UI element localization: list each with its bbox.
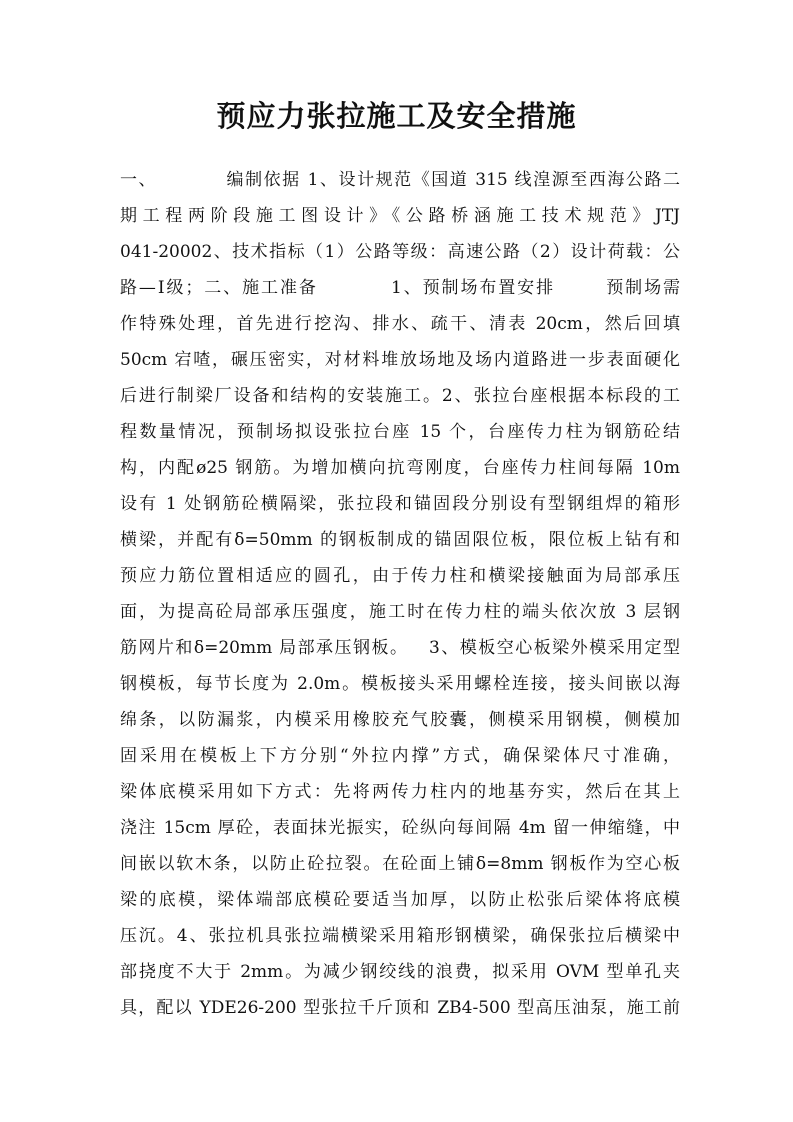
text-line: 筋网片和δ=20mm 局部承压钢板。 3、模板空心板梁外模采用定型	[120, 638, 680, 658]
text-line: 绵条，以防漏浆，内模采用橡胶充气胶囊，侧模采用钢模，侧模加	[120, 710, 680, 730]
text-line: 固采用在模板上下方分别“外拉内撑”方式，确保梁体尺寸准确，	[120, 746, 680, 766]
text-line: 预应力筋位置相适应的圆孔，由于传力柱和横梁接触面为局部承压	[120, 566, 680, 586]
text-line: 041-20002、技术指标（1）公路等级：高速公路（2）设计荷载：公	[120, 242, 680, 262]
text-line: 后进行制梁厂设备和结构的安装施工。2、张拉台座根据本标段的工	[120, 386, 680, 406]
text-line: 具，配以 YDE26-200 型张拉千斤顶和 ZB4-500 型高压油泵，施工前	[120, 998, 680, 1018]
text-line: 路—Ⅰ级；二、施工准备 1、预制场布置安排 预制场需	[120, 278, 680, 298]
text-line: 间嵌以软木条，以防止砼拉裂。在砼面上铺δ=8mm 钢板作为空心板	[120, 854, 680, 874]
text-line: 设有 1 处钢筋砼横隔梁，张拉段和锚固段分别设有型钢组焊的箱形	[120, 494, 680, 514]
text-line: 面，为提高砼局部承压强度，施工时在传力柱的端头依次放 3 层钢	[120, 602, 680, 622]
text-line: 浇注 15cm 厚砼，表面抹光振实，砼纵向每间隔 4m 留一伸缩缝，中	[120, 818, 680, 838]
text-line: 钢模板，每节长度为 2.0m。模板接头采用螺栓连接，接头间嵌以海	[120, 674, 680, 694]
document-title: 预应力张拉施工及安全措施	[216, 99, 577, 133]
text-line: 横梁，并配有δ=50mm 的钢板制成的锚固限位板，限位板上钻有和	[120, 530, 680, 550]
text-line: 部挠度不大于 2mm。为减少钢绞线的浪费，拟采用 OVM 型单孔夹	[120, 962, 680, 982]
text-line: 压沉。4、张拉机具张拉端横梁采用箱形钢横梁，确保张拉后横梁中	[120, 926, 680, 946]
text-line: 梁的底模，梁体端部底模砼要适当加厚，以防止松张后梁体将底模	[120, 890, 680, 910]
document-body	[120, 162, 680, 1026]
text-line: 期工程两阶段施工图设计》《公路桥涵施工技术规范》JTJ	[120, 206, 680, 226]
text-line: 一、 编制依据 1、设计规范《国道 315 线湟源至西海公路二	[120, 170, 680, 190]
text-line: 程数量情况，预制场拟设张拉台座 15 个，台座传力柱为钢筋砼结	[120, 422, 680, 442]
text-line: 作特殊处理，首先进行挖沟、排水、疏干、清表 20cm，然后回填	[120, 314, 680, 334]
text-line: 50cm 宕喳，碾压密实，对材料堆放场地及场内道路进一步表面硬化	[120, 350, 680, 370]
text-line: 梁体底模采用如下方式：先将两传力柱内的地基夯实，然后在其上	[120, 782, 680, 802]
text-line: 构，内配ø25 钢筋。为增加横向抗弯刚度，台座传力柱间每隔 10m	[120, 458, 680, 478]
